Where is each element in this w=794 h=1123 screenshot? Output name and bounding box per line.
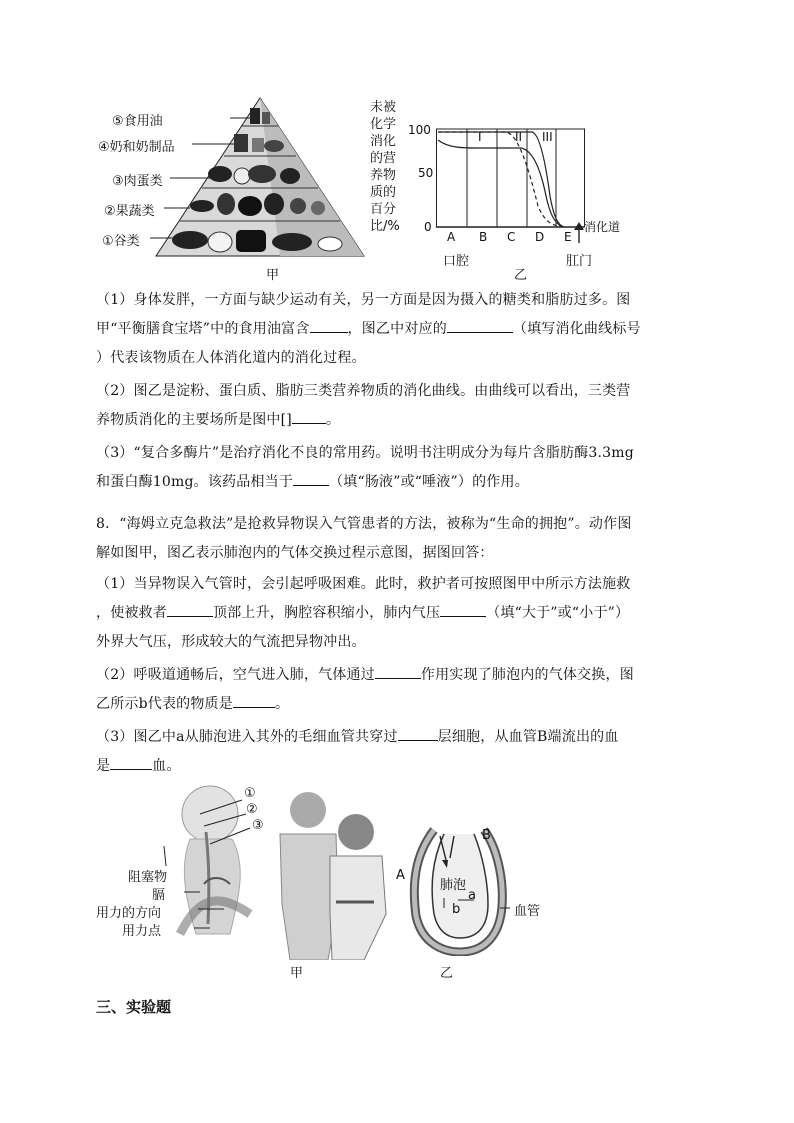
x-tick-A: A — [447, 230, 456, 244]
curve-plot — [436, 126, 586, 230]
alveolus-label-A: A — [396, 868, 405, 883]
ylabel-line: 质的 — [370, 185, 397, 200]
q8-p2-line1: （2）呼吸道通畅后，空气进入肺，气体通过 作用实现了肺泡内的气体交换，图 — [96, 661, 696, 690]
q7-blank-curve[interactable] — [447, 317, 513, 333]
anus-label: 肛门 — [566, 254, 593, 269]
x-tick-B: B — [479, 230, 488, 244]
ylabel-line: 的营 — [370, 151, 397, 166]
heimlich-label-3: ③ — [252, 818, 264, 833]
q7-p1-line2: 甲“平衡膳食宝塔”中的食用油富含 ，图乙中对应的 （填写消化曲线标号 — [96, 315, 696, 344]
heimlich-label-force-point: 用力点 — [122, 924, 162, 939]
heimlich-label-1: ① — [244, 786, 256, 801]
q7-p2-line2: 养物质消化的主要场所是图中[] 。 — [96, 406, 696, 435]
heimlich-label-force-direction: 用力的方向 — [96, 906, 162, 921]
pyramid-level-1-label: ①谷类 — [102, 234, 140, 249]
q7-blank-site[interactable] — [292, 408, 326, 424]
pyramid-level-4-label: ④奶和奶制品 — [98, 140, 175, 155]
pyramid-level-3-label: ③肉蛋类 — [112, 174, 163, 189]
q7-blank-oil[interactable] — [310, 317, 348, 333]
q7-p3-line2: 和蛋白酶10mg。该药品相当于 （填“肠液”或“唾液”）的作用。 — [96, 468, 696, 497]
q8-p1-line1: （1）当异物误入气管时，会引起呼吸困难。此时，救护者可按照图甲中所示方法施救 — [96, 576, 631, 592]
curve-label-2: II — [515, 130, 523, 144]
curve-caption: 乙 — [514, 268, 528, 283]
ylabel-line: 未被 — [370, 100, 397, 115]
q8-p1-line3: 外界大气压，形成较大的气流把异物冲出。 — [96, 634, 366, 650]
q7-text — [96, 286, 696, 497]
q8-blank-pressure[interactable] — [440, 601, 486, 617]
pyramid-level-5-label: ⑤食用油 — [112, 114, 163, 129]
q8-blank-diffusion[interactable] — [375, 663, 421, 679]
alveolus-label-vessel: 血管 — [514, 904, 541, 919]
q8-intro-line1: 8．“海姆立克急救法”是抢救异物误入气管患者的方法，被称为“生命的拥抱”。动作图 — [96, 516, 632, 532]
alveolus-label-B: B — [482, 828, 491, 843]
alveolus-label-alveolus: 肺泡 — [440, 878, 467, 893]
pyramid-caption: 甲 — [266, 268, 280, 283]
pyramid-level-2-label: ②果蔬类 — [104, 204, 155, 219]
ylabel-line: 化学 — [370, 117, 397, 132]
heimlich-label-2: ② — [246, 802, 258, 817]
q8-p2-line2: 乙所示b代表的物质是 。 — [96, 690, 696, 719]
q8-blank-blood-type[interactable] — [110, 754, 152, 770]
heimlich-caption: 甲 — [290, 966, 304, 981]
x-tick-E: E — [564, 230, 572, 244]
q8-blank-substance-b[interactable] — [233, 692, 275, 708]
y-tick-100: 100 — [408, 123, 431, 137]
curve-label-3: III — [542, 130, 553, 144]
q8-p1-line2: ，使被救者 顶部上升，胸腔容积缩小，肺内气压 （填“大于”或“小于”） — [96, 599, 696, 628]
pyramid-pointer-lines — [150, 96, 260, 264]
ylabel-line: 消化 — [370, 134, 397, 149]
axis-end-label: 消化道 — [584, 220, 621, 234]
q8-p3-line2: 是 血。 — [96, 752, 696, 781]
q8-blank-layers[interactable] — [398, 725, 438, 741]
alveolus-caption: 乙 — [440, 966, 454, 981]
q7-p1-line3: ）代表该物质在人体消化道内的消化过程。 — [96, 350, 366, 366]
alveolus-label-a: a — [468, 888, 476, 903]
q7-p2-line1: （2）图乙是淀粉、蛋白质、脂肪三类营养物质的消化曲线。由曲线可以看出，三类营 — [96, 383, 631, 399]
q8-p3-line1: （3）图乙中a从肺泡进入其外的毛细血管共穿过 层细胞，从血管B端流出的血 — [96, 723, 696, 752]
y-tick-50: 50 — [418, 166, 434, 180]
x-tick-C: C — [507, 230, 516, 244]
heimlich-label-diaphragm: 膈 — [152, 888, 166, 903]
q7-p3-line1: （3）“复合多酶片”是治疗消化不良的常用药。说明书注明成分为每片含脂肪酶3.3mg — [96, 445, 634, 461]
heimlich-pointer-lines — [160, 784, 280, 954]
heimlich-label-obstruction: 阻塞物 — [128, 870, 168, 885]
curve-label-1: I — [478, 130, 482, 144]
ylabel-line: 比/% — [370, 219, 400, 234]
q8-intro-line2: 解如图甲，图乙表示肺泡内的气体交换过程示意图，据图回答： — [96, 545, 494, 561]
section-3-title: 三、实验题 — [96, 998, 172, 1016]
ylabel-line: 养物 — [370, 168, 397, 183]
mouth-label: 口腔 — [443, 254, 470, 269]
q7-blank-enzyme[interactable] — [293, 470, 329, 486]
x-tick-D: D — [535, 230, 545, 244]
q8-blank-diaphragm[interactable] — [167, 601, 213, 617]
q7-p1-line1: （1）身体发胖，一方面与缺少运动有关，另一方面是因为摄入的糖类和脂肪过多。图 — [96, 292, 631, 308]
q8-text — [96, 510, 696, 781]
alveolus-label-b: b — [452, 902, 461, 917]
curve-ylabel — [370, 99, 400, 235]
y-tick-0: 0 — [424, 220, 432, 234]
ylabel-line: 百分 — [370, 202, 397, 217]
